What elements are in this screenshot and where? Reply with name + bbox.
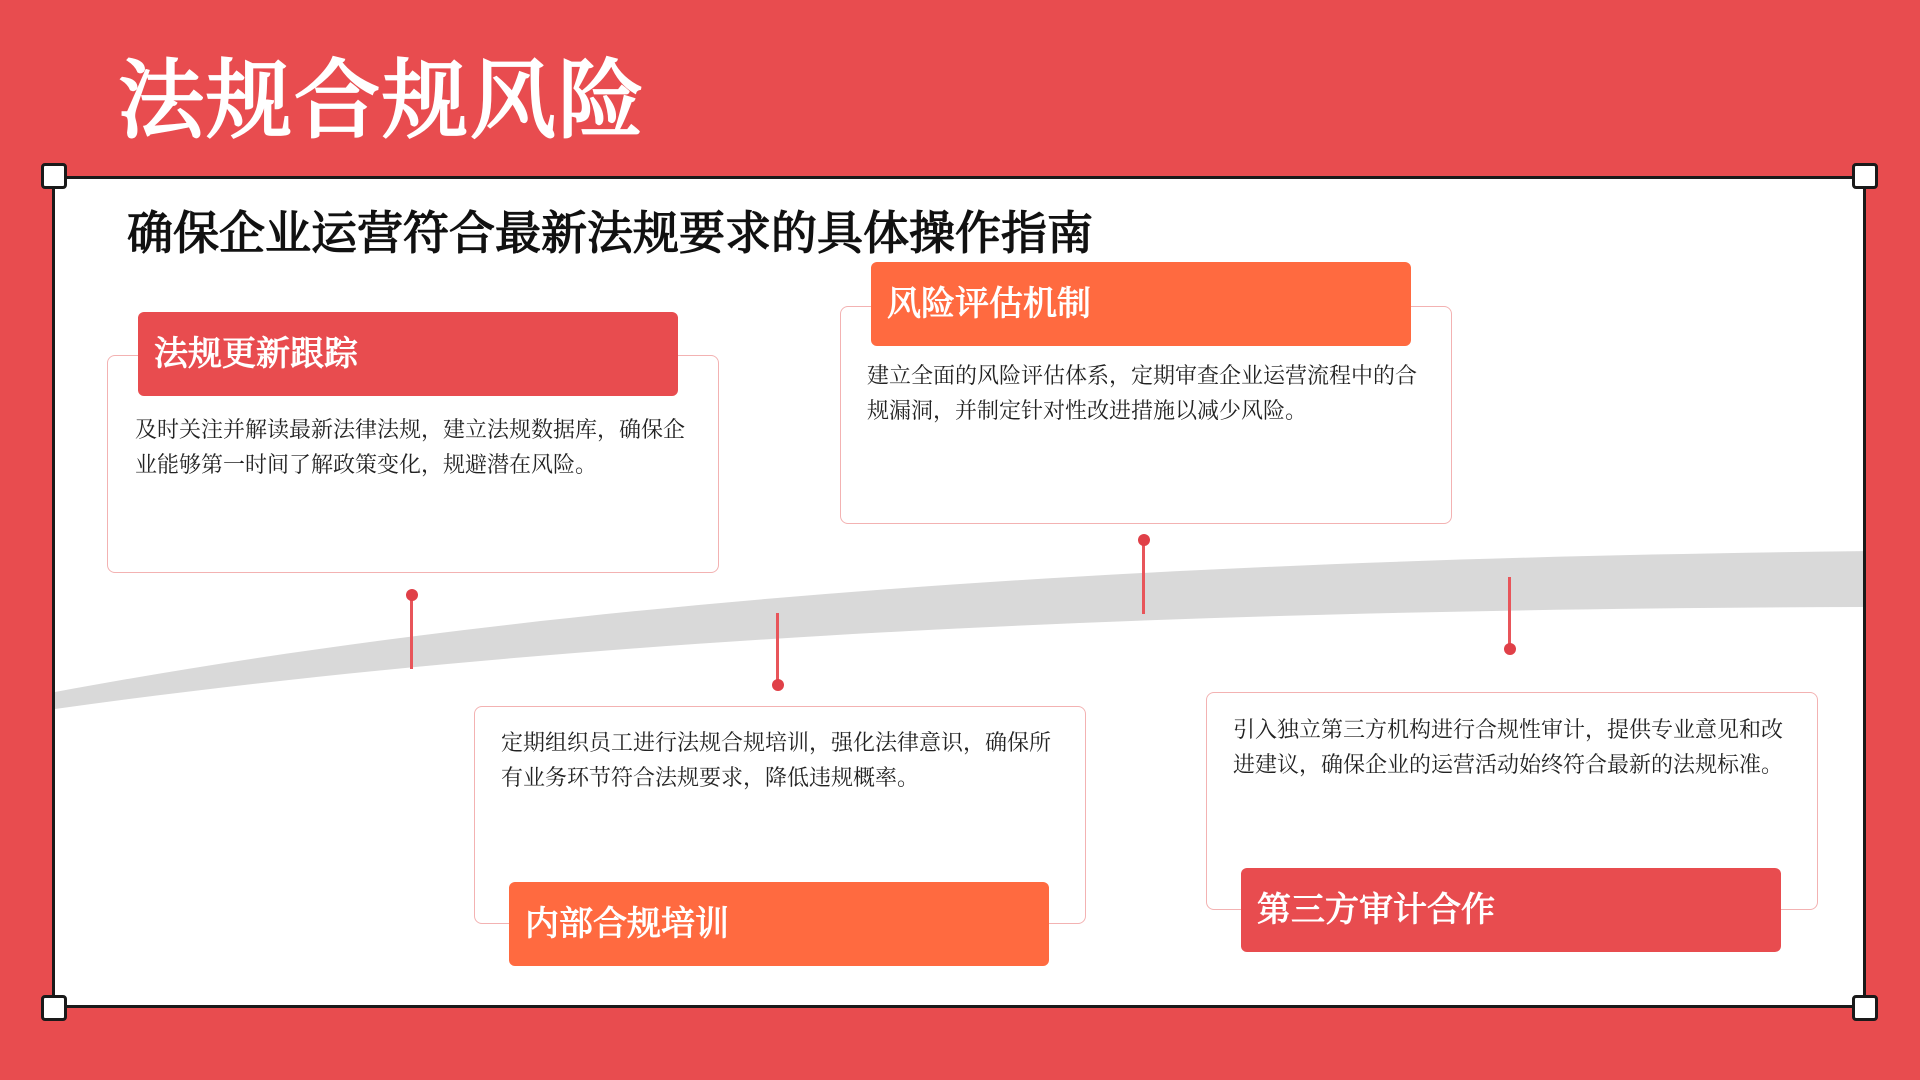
connector-stem-1 bbox=[410, 597, 413, 669]
panel-corner-handle-bottom-left bbox=[41, 995, 67, 1021]
card-body-internal-training: 定期组织员工进行法规合规培训，强化法律意识，确保所有业务环节符合法规要求，降低违规概率。 bbox=[501, 731, 1052, 791]
card-title-risk-assessment: 风险评估机制 bbox=[871, 262, 1411, 346]
card-body-regulation-tracking: 及时关注并解读最新法律法规，建立法规数据库，确保企业能够第一时间了解政策变化，规避潜在风险。 bbox=[135, 418, 686, 478]
connector-dot-1 bbox=[406, 589, 418, 601]
panel-corner-handle-top-left bbox=[41, 163, 67, 189]
slide-subtitle: 确保企业运营符合最新法规要求的具体操作指南 bbox=[127, 206, 1093, 260]
connector-dot-2 bbox=[772, 679, 784, 691]
card-title-third-party-audit: 第三方审计合作 bbox=[1241, 868, 1781, 952]
content-panel bbox=[52, 176, 1866, 1008]
connector-dot-3 bbox=[1138, 534, 1150, 546]
slide-title: 法规合规风险 bbox=[118, 51, 646, 151]
card-title-regulation-tracking: 法规更新跟踪 bbox=[138, 312, 678, 396]
card-title-internal-training: 内部合规培训 bbox=[509, 882, 1049, 966]
connector-dot-4 bbox=[1504, 643, 1516, 655]
panel-corner-handle-top-right bbox=[1852, 163, 1878, 189]
card-body-risk-assessment: 建立全面的风险评估体系，定期审查企业运营流程中的合规漏洞，并制定针对性改进措施以减少风险。 bbox=[867, 364, 1418, 424]
card-body-third-party-audit: 引入独立第三方机构进行合规性审计，提供专业意见和改进建议，确保企业的运营活动始终符合最新的法规标准。 bbox=[1233, 718, 1784, 778]
panel-corner-handle-bottom-right bbox=[1852, 995, 1878, 1021]
connector-stem-4 bbox=[1508, 577, 1511, 649]
connector-stem-2 bbox=[776, 613, 779, 685]
connector-stem-3 bbox=[1142, 542, 1145, 614]
